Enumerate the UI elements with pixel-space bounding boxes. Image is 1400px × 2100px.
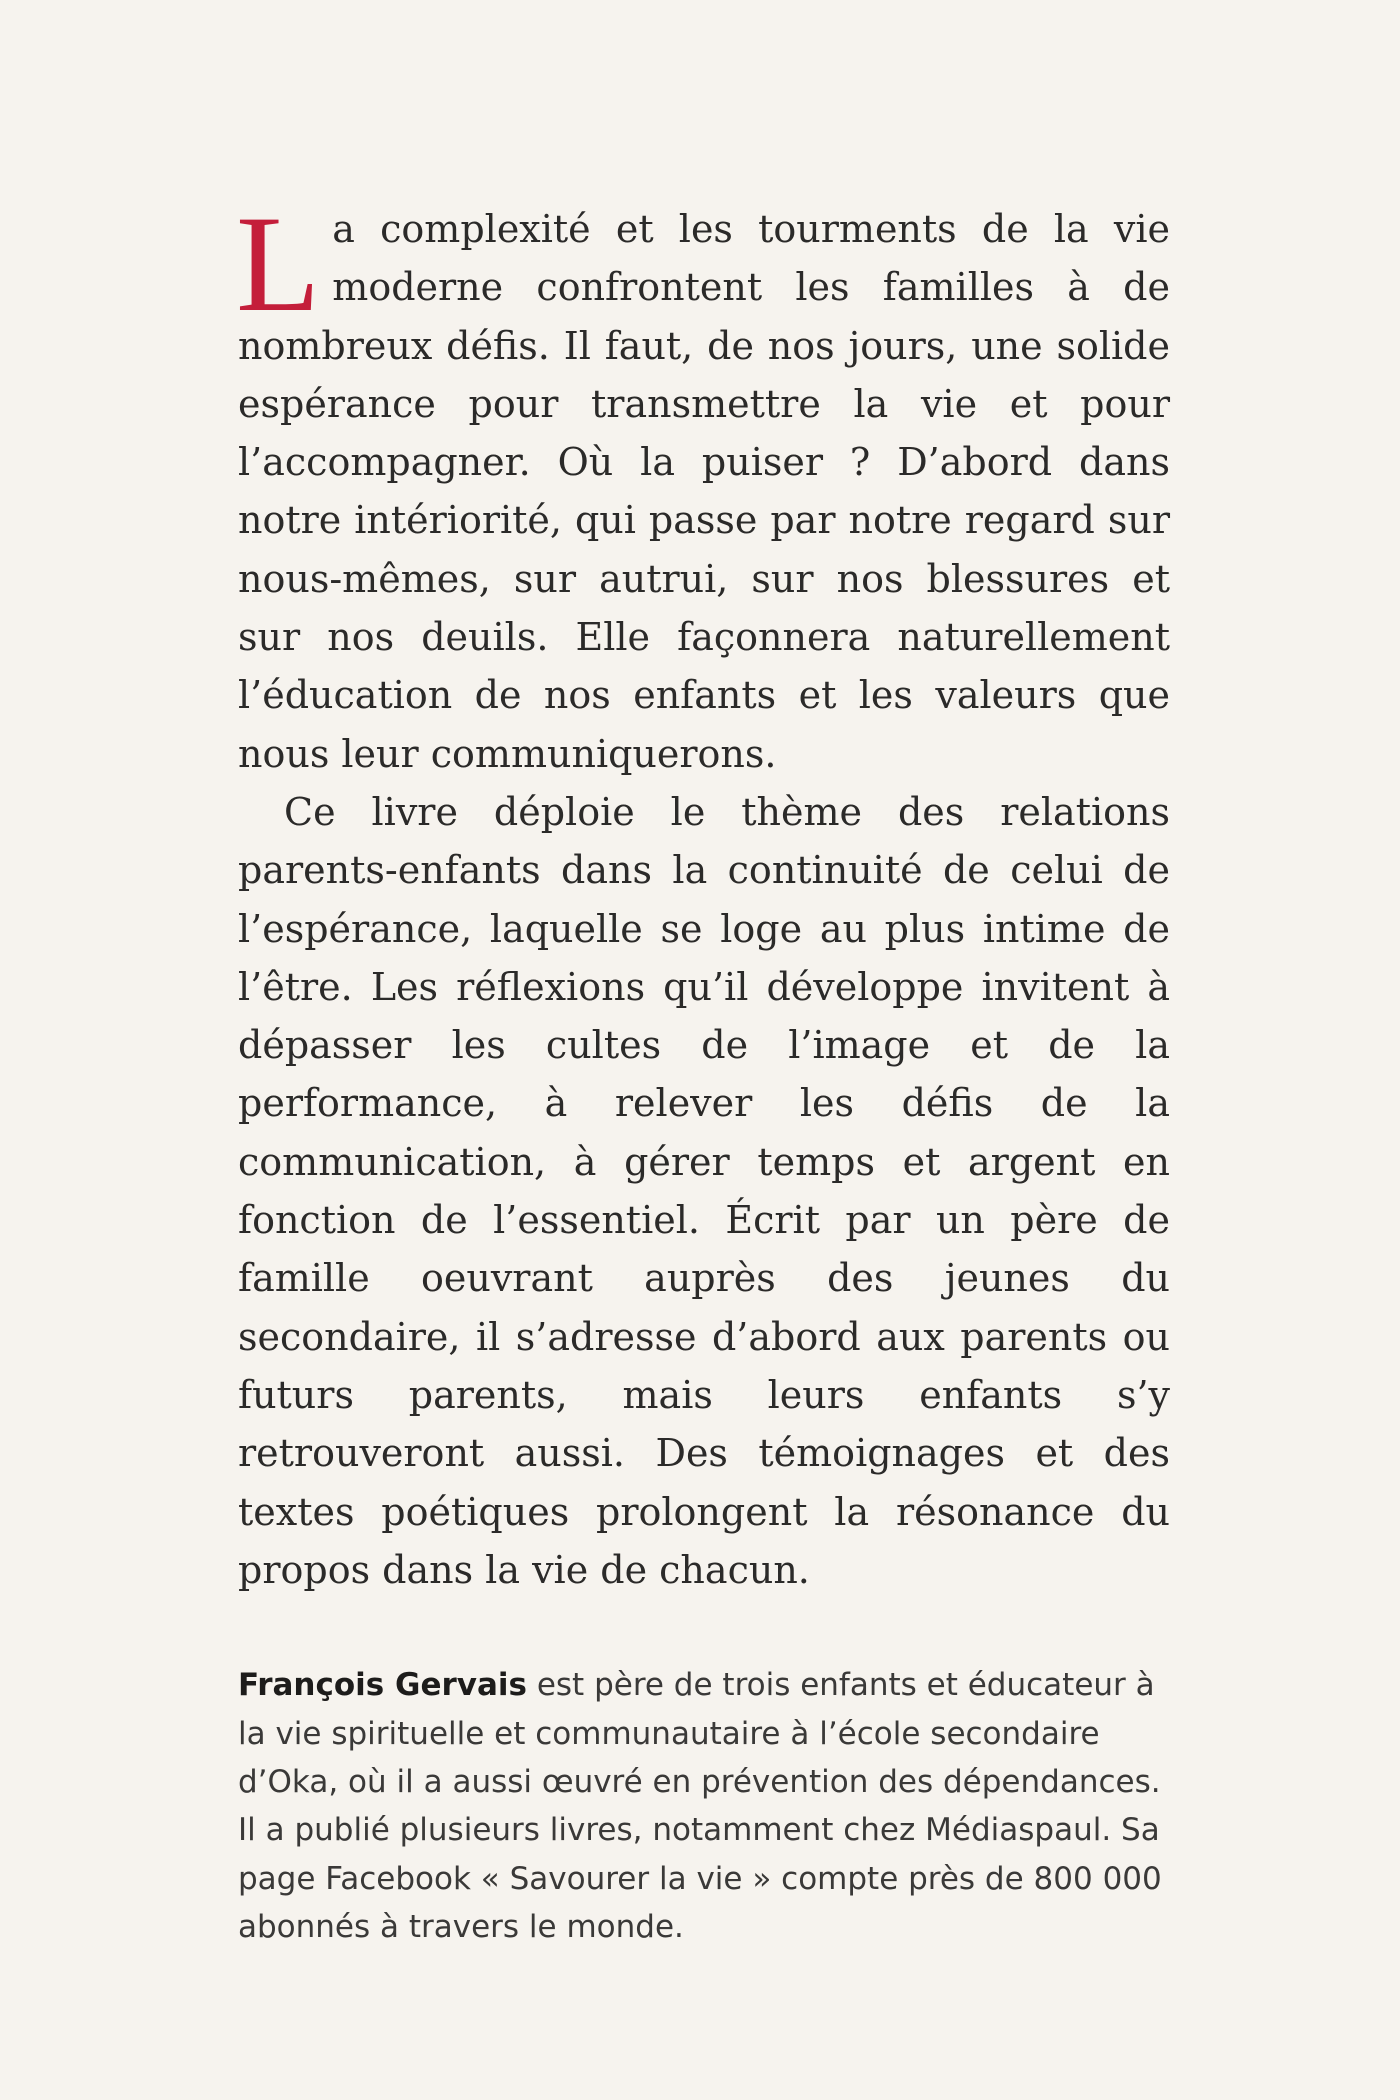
author-name: François Gervais: [238, 1667, 527, 1704]
back-cover-text-block: [236, 187, 1170, 1983]
drop-cap: L: [236, 187, 321, 340]
author-bio: [238, 1661, 1170, 1951]
summary-text: [236, 187, 1170, 1599]
summary-paragraph-1-text: a complexité et les tourments de la vie moderne confrontent les familles à de nombreux défis. Il faut, de nos jours, une solide espérance pour transmettre la vie et pour l’accompagner. Où la puiser ? D’abord dans notre intériorité, qui passe par notre regard sur nous-mêmes, sur autrui, sur nos blessures et sur nos deuils. Elle façonnera naturellement l’éducation de nos enfants et les valeurs que nous leur communiquerons.: [238, 207, 1170, 776]
summary-paragraph-2: Ce livre déploie le thème des relations parents-enfants dans la continuité de celui de l’espérance, laquelle se loge au plus intime de l’être. Les réflexions qu’il développe invitent à dépasser les cultes de l’image et de la performance, à relever les défis de la communication, à gérer temps et argent en fonction de l’essentiel. Écrit par un père de famille oeuvrant auprès des jeunes du secondaire, il s’adresse d’abord aux parents ou futurs parents, mais leurs enfants s’y retrouveront aussi. Des témoignages et des textes poétiques prolongent la résonance du propos dans la vie de chacun.: [238, 789, 1170, 1592]
summary-paragraph-1: [236, 187, 1170, 783]
author-bio-text: est père de trois enfants et éducateur à la vie spirituelle et communautaire à l’école secondaire d’Oka, où il a aussi œuvré en prévention des dépendances. Il a publié plusieurs livres, notamment chez Médiaspaul. Sa page Facebook « Savourer la vie » compte près de 800 000 abonnés à travers le monde.: [238, 1667, 1162, 1946]
